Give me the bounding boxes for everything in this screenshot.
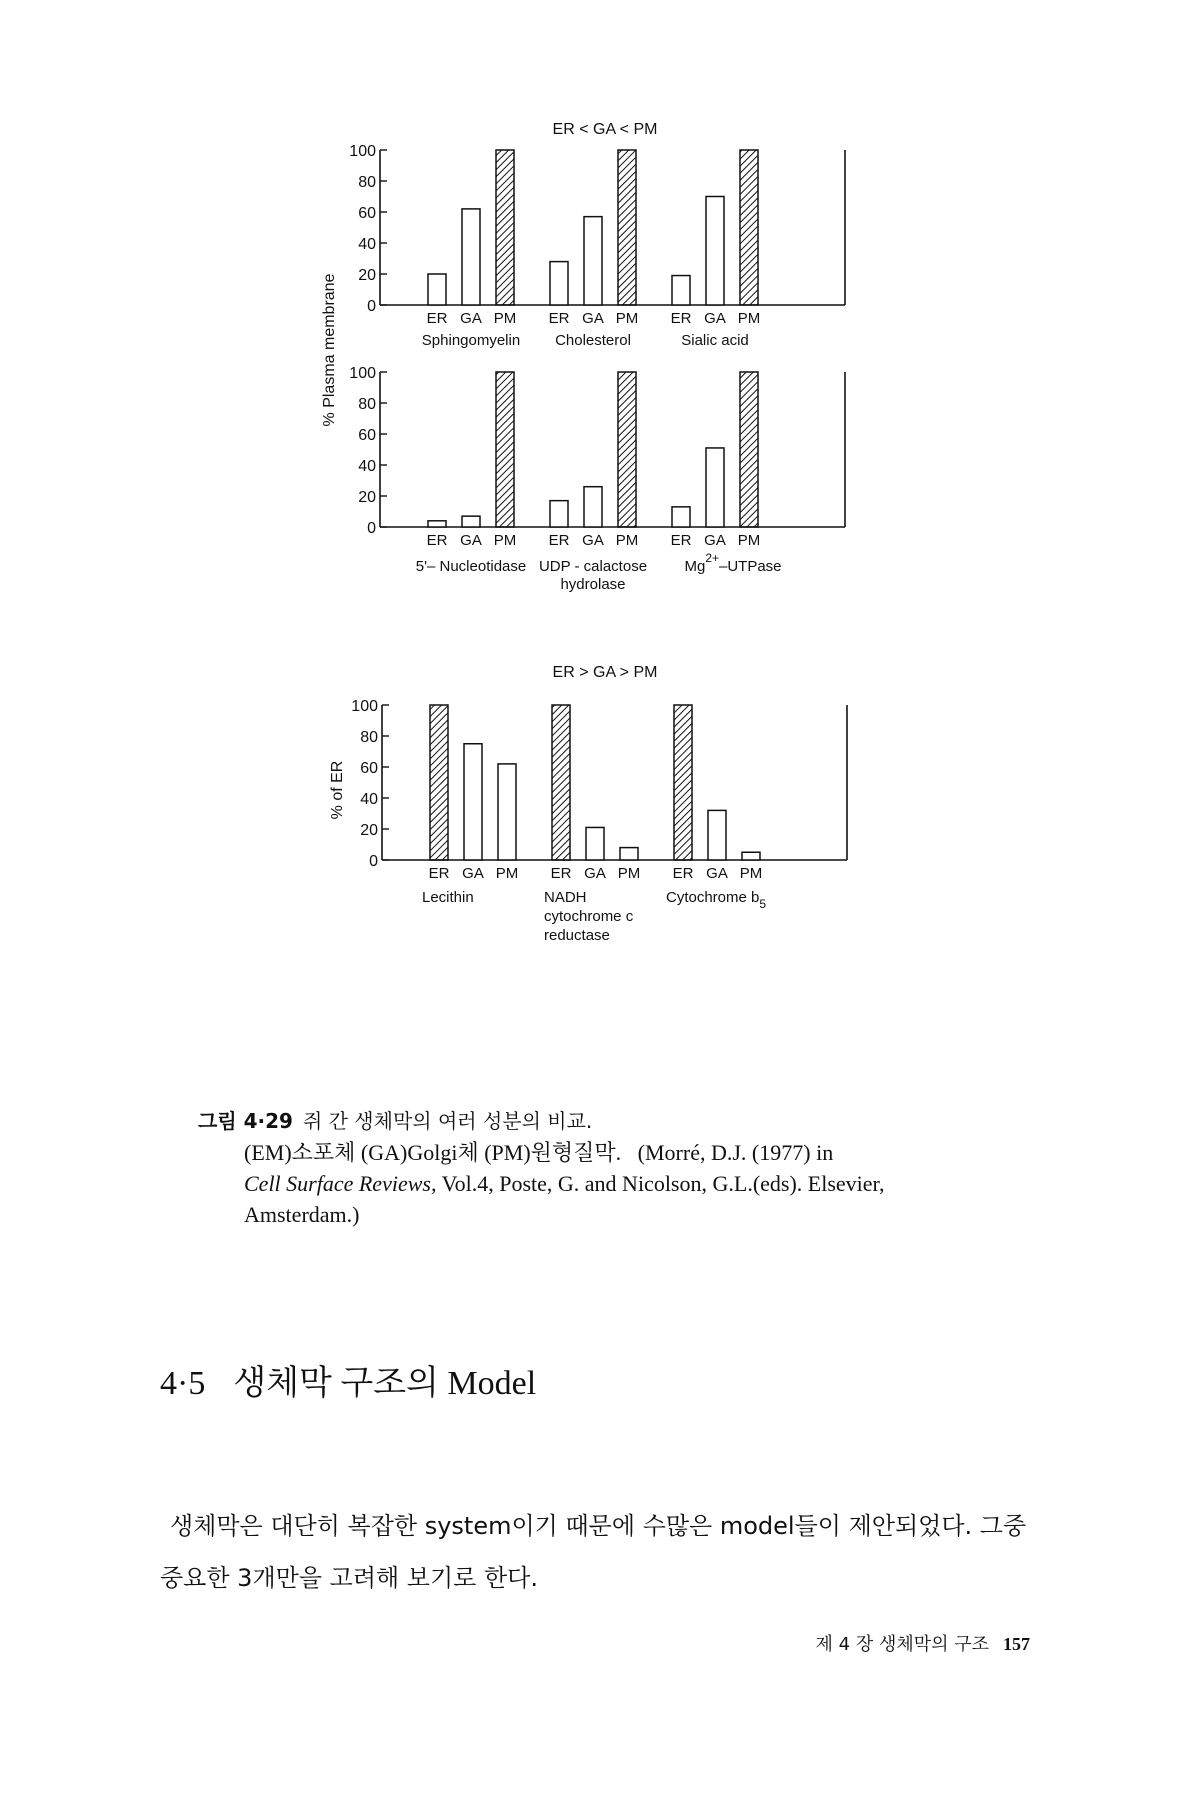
bar-er — [550, 262, 568, 305]
x-tick-label: ER — [548, 310, 570, 327]
x-tick-label: ER — [672, 865, 694, 882]
x-tick-label: PM — [615, 310, 639, 327]
bar-ga — [462, 516, 480, 527]
y-tick-label: 80 — [358, 174, 376, 191]
y-tick-label: 20 — [360, 822, 378, 839]
x-tick-label: ER — [670, 532, 692, 549]
footer-chapter: 제 4 장 생체막의 구조 — [815, 1634, 989, 1655]
x-tick-label: GA — [462, 865, 484, 882]
chart-panel-2 — [349, 365, 845, 593]
section-title: 생체막 구조의 Model — [233, 1365, 537, 1402]
bar-pm — [742, 852, 760, 860]
bar-er — [428, 274, 446, 305]
caption-reference: (Morré, D.J. (1977) in — [637, 1140, 834, 1165]
x-tick-label: PM — [737, 532, 761, 549]
bar-pm — [620, 848, 638, 860]
figure-4-29 — [321, 120, 880, 1090]
x-tick-label: PM — [493, 310, 517, 327]
group-label: 5'– Nucleotidase — [415, 558, 527, 575]
bar-ga — [584, 217, 602, 305]
bar-er — [428, 521, 446, 527]
body-paragraph: 생체막은 대단히 복잡한 system이기 때문에 수많은 model들이 제안되었다. 그중 중요한 3개만을 고려해 보기로 한다. — [160, 1512, 1027, 1592]
x-tick-label: GA — [582, 310, 604, 327]
y-tick-label: 40 — [358, 236, 376, 253]
bar-er — [430, 705, 448, 860]
x-tick-label: GA — [584, 865, 606, 882]
bar-ga — [464, 744, 482, 860]
bar-pm — [618, 150, 636, 305]
x-tick-label: GA — [706, 865, 728, 882]
bar-ga — [584, 487, 602, 527]
group-label: Lecithin — [422, 889, 474, 906]
y-tick-label: 100 — [349, 143, 376, 160]
group-label-sub: 5 — [759, 897, 767, 911]
x-tick-label: ER — [426, 310, 448, 327]
group-label-part: Cytochrome b — [666, 889, 760, 906]
bar-pm — [496, 150, 514, 305]
y-tick-label: 0 — [369, 853, 378, 870]
x-tick-label: PM — [495, 865, 519, 882]
x-tick-label: GA — [460, 310, 482, 327]
x-tick-label: GA — [704, 310, 726, 327]
caption-title: 쥐 간 생체막의 여러 성분의 비교. — [302, 1109, 593, 1133]
y-axis-title: % Plasma membrane — [321, 273, 338, 427]
group-label: Cholesterol — [555, 332, 631, 349]
group-label: Sphingomyelin — [421, 332, 521, 349]
group-label — [684, 551, 781, 575]
caption-label: 그림 4·29 — [198, 1109, 293, 1133]
group-label: Sialic acid — [681, 332, 749, 349]
y-tick-label: 40 — [360, 791, 378, 808]
bar-pm — [498, 764, 516, 860]
y-tick-label: 0 — [367, 298, 376, 315]
caption-line-3 — [198, 1168, 1058, 1199]
bar-pm — [618, 372, 636, 527]
page-number: 157 — [1003, 1634, 1030, 1654]
x-tick-label: GA — [704, 532, 726, 549]
y-tick-label: 60 — [358, 205, 376, 222]
bar-ga — [586, 827, 604, 860]
y-tick-label: 20 — [358, 267, 376, 284]
y-tick-label: 60 — [360, 760, 378, 777]
section-number: 4·5 — [160, 1365, 206, 1402]
x-tick-label: ER — [670, 310, 692, 327]
bar-er — [552, 705, 570, 860]
caption-journal: Cell Surface Reviews, — [244, 1171, 437, 1196]
bar-er — [550, 501, 568, 527]
y-tick-label: 80 — [360, 729, 378, 746]
caption-citation: Vol.4, Poste, G. and Nicolson, G.L.(eds). Elsevier, — [441, 1171, 885, 1196]
y-tick-label: 100 — [351, 698, 378, 715]
figure-svg — [321, 120, 880, 1090]
section-heading — [160, 1355, 536, 1404]
group-label-line-2: hydrolase — [560, 576, 626, 593]
group-label-line-2: cytochrome c — [544, 908, 634, 925]
bar-er — [672, 507, 690, 527]
group-label-tail: –UTPase — [719, 558, 782, 575]
y-tick-label: 80 — [358, 396, 376, 413]
group-label: NADH — [544, 889, 587, 906]
y-tick-label: 0 — [367, 520, 376, 537]
y-tick-label: 100 — [349, 365, 376, 382]
group-label — [666, 889, 766, 911]
x-tick-label: GA — [582, 532, 604, 549]
bar-er — [674, 705, 692, 860]
group-label-part: Mg — [684, 558, 706, 575]
bar-pm — [740, 150, 758, 305]
chart-panel-3 — [351, 664, 847, 944]
x-tick-label: ER — [428, 865, 450, 882]
y-tick-label: 60 — [358, 427, 376, 444]
figure-caption — [198, 1105, 1058, 1230]
caption-abbreviations: (EM)소포체 (GA)Golgi체 (PM)원형질막. — [244, 1140, 622, 1165]
bar-ga — [706, 197, 724, 306]
x-tick-label: PM — [739, 865, 763, 882]
y-axis-title: % of ER — [329, 760, 346, 820]
caption-line-2 — [198, 1137, 1058, 1168]
x-tick-label: ER — [548, 532, 570, 549]
x-tick-label: PM — [615, 532, 639, 549]
x-tick-label: PM — [493, 532, 517, 549]
group-label-sup: 2+ — [705, 551, 719, 565]
bar-er — [672, 276, 690, 305]
x-tick-label: ER — [426, 532, 448, 549]
bar-ga — [706, 448, 724, 527]
x-tick-label: PM — [737, 310, 761, 327]
y-tick-label: 20 — [358, 489, 376, 506]
x-tick-label: GA — [460, 532, 482, 549]
chart-title: ER < GA < PM — [552, 121, 658, 138]
y-tick-label: 40 — [358, 458, 376, 475]
bar-ga — [708, 810, 726, 860]
bar-pm — [496, 372, 514, 527]
bar-pm — [740, 372, 758, 527]
group-label: UDP - calactose — [538, 558, 648, 575]
bar-ga — [462, 209, 480, 305]
chart-title: ER > GA > PM — [552, 664, 658, 681]
x-tick-label: ER — [550, 865, 572, 882]
caption-line-4: Amsterdam.) — [244, 1202, 360, 1227]
x-tick-label: PM — [617, 865, 641, 882]
group-label-line-3: reductase — [544, 927, 610, 944]
chart-panel-1 — [349, 121, 845, 349]
page-footer — [700, 1630, 1030, 1656]
